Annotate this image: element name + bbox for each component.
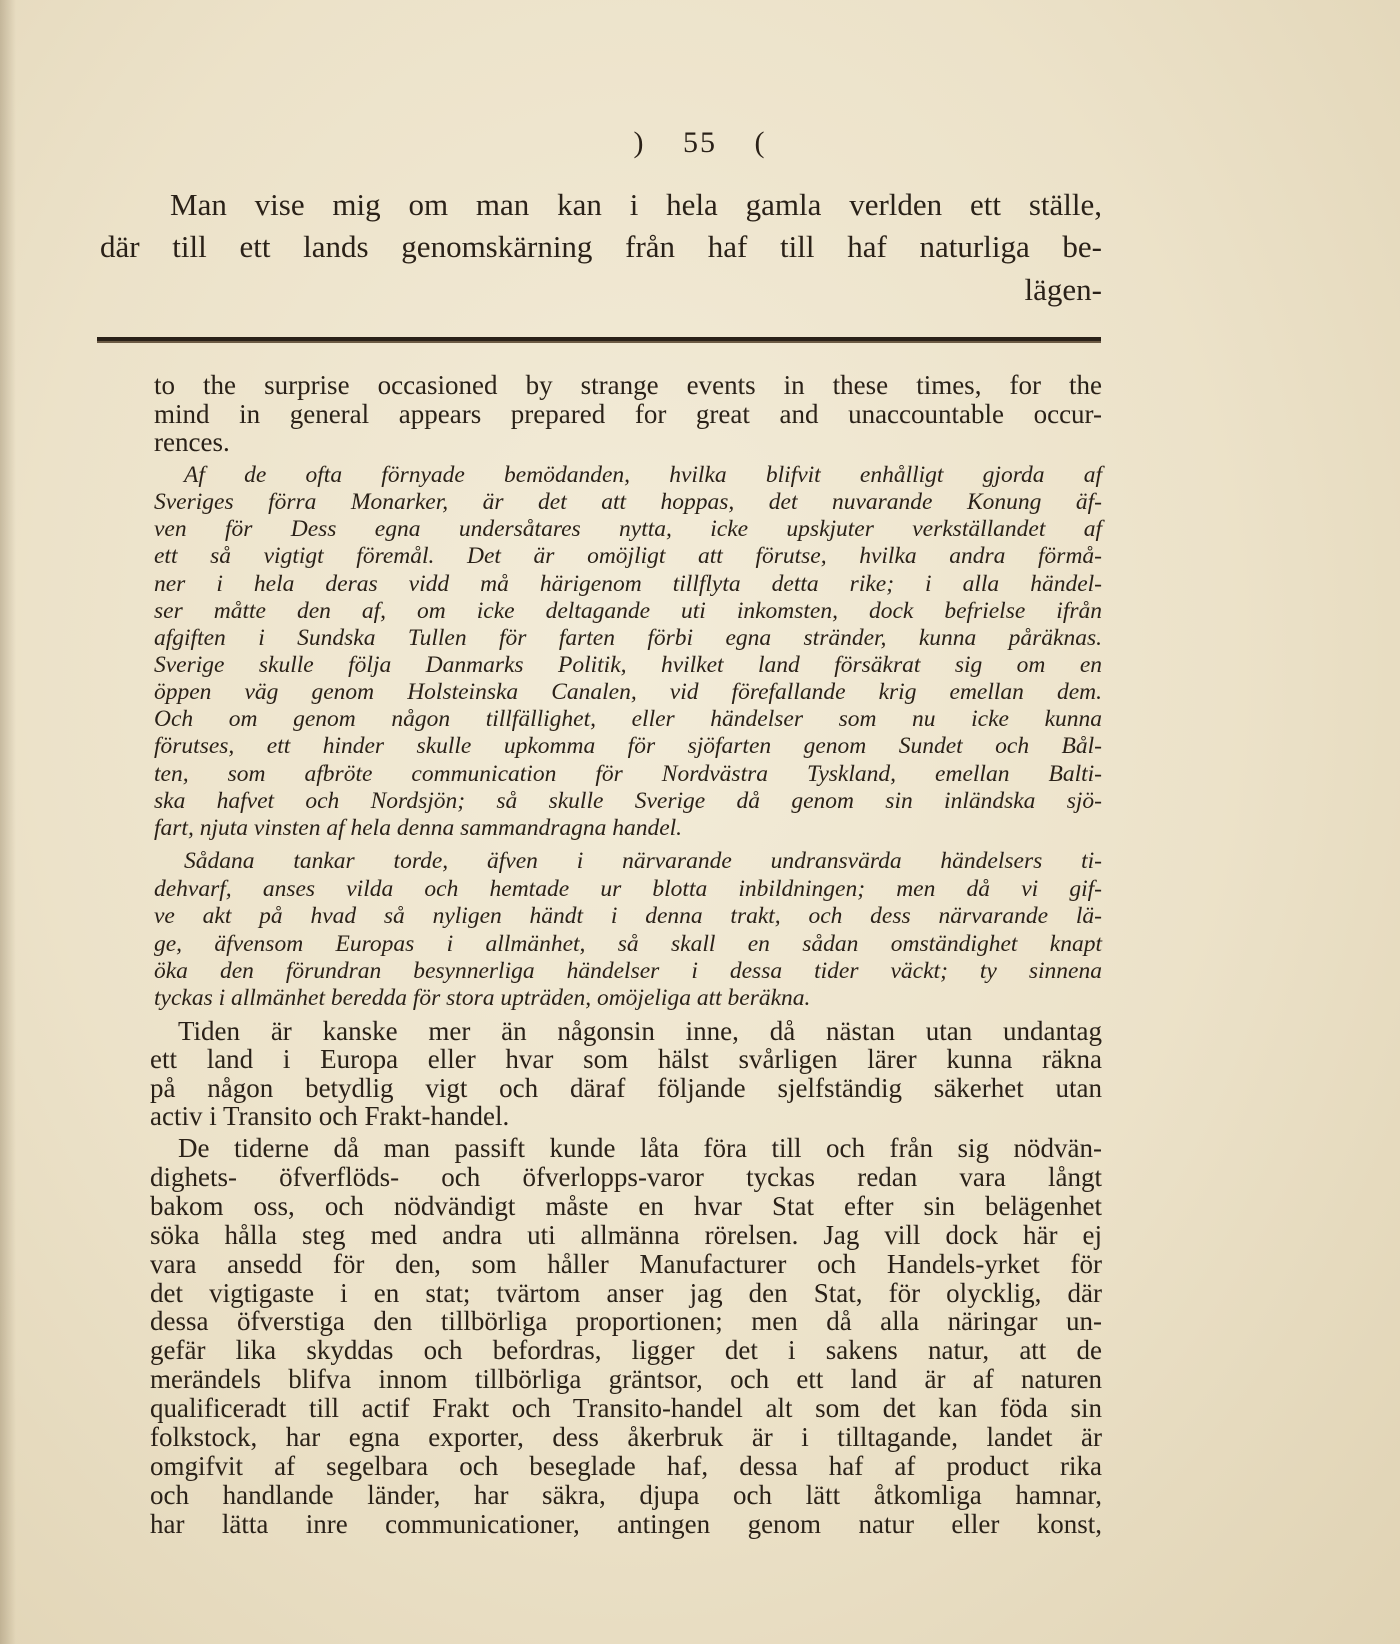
footnote-italic-line: förutses, ett hinder skulle upkomma för sjöfarten genom Sundet och Bål- [154,733,1102,759]
footnote-italic-line: ge, äfvensom Europas i allmänhet, så skall en sådan omständighet knapt [154,931,1102,957]
body-text-line: och handlande länder, har säkra, djupa och lätt åtkomliga hamnar, [150,1480,1102,1510]
page-number: 55 [683,126,717,159]
footnote-italic-line: dehvarf, anses vilda och hemtade ur blotta inbildningen; men då vi gif- [154,876,1102,902]
footnote-italic-line: öppen väg genom Holsteinska Canalen, vid förefallande krig emellan dem. [154,679,1102,705]
header-left-bracket: ) [633,126,646,159]
body-text-line: activ i Transito och Frakt-handel. [150,1101,510,1131]
body-text-line: dighets- öfverflöds- och öfverlopps-varor tyckas redan vara långt [150,1162,1102,1192]
body-text-line: vara ansedd för den, som håller Manufacturer och Handels-yrket för [150,1249,1102,1279]
body-text-line: har lätta inre communicationer, antingen genom natur eller konst, [150,1509,1102,1539]
footnote-italic-line: öka den förundran besynnerliga händelser i dessa tider väckt; ty sinnena [154,958,1102,984]
footnote-italic-line: tyckas i allmänhet beredda för stora upträden, omöjeliga att beräkna. [154,985,811,1011]
footnote-italic-line: ve akt på hvad så nyligen händt i denna trakt, och dess närvarande lä- [154,903,1102,929]
body-text-line: på någon betydlig vigt och däraf följande sjelfständig säkerhet utan [150,1073,1102,1103]
upper-text-line: där till ett lands genomskärning från haf till haf naturliga be- [100,229,1102,264]
footnote-italic-line: Sådana tankar torde, äfven i närvarande undransvärda händelsers ti- [184,848,1102,874]
footnote-italic-line: Af de ofta förnyade bemödanden, hvilka blifvit enhålligt gjorda af [184,462,1102,488]
footnote-italic-line: ska hafvet och Nordsjön; så skulle Sverige då genom sin inländska sjö- [154,788,1102,814]
footnote-english-line: rences. [154,427,230,457]
footnote-divider-rule [97,337,1101,341]
footnote-italic-line: ner i hela deras vidd må härigenom tillflyta detta rike; i alla händel- [154,571,1102,597]
footnote-italic-line: afgiften i Sundska Tullen för farten förbi egna stränder, kunna påräknas. [154,625,1102,651]
upper-text-line: Man vise mig om man kan i hela gamla verlden ett ställe, [170,187,1102,222]
body-text-line: bakom oss, och nödvändigt måste en hvar Stat efter sin belägenhet [150,1191,1102,1221]
footnote-italic-line: Sveriges förra Monarker, är det att hoppas, det nuvarande Konung äf- [154,489,1102,515]
footnote-english-line: mind in general appears prepared for great and unaccountable occur- [154,399,1102,429]
page-header [0,126,1400,160]
body-text-line: det vigtigaste i en stat; tvärtom anser jag den Stat, för olycklig, där [150,1278,1102,1308]
footnote-english-line: to the surprise occasioned by strange events in these times, for the [154,370,1102,400]
upper-text-catchword: lägen- [1024,272,1102,307]
body-text-line: Tiden är kanske mer än någonsin inne, då nästan utan undantag [178,1016,1102,1046]
body-text-line: merändels blifva innom tillbörliga gräntsor, och ett land är af naturen [150,1364,1102,1394]
body-text-line: omgifvit af segelbara och beseglade haf, dessa haf af product rika [150,1451,1102,1481]
footnote-italic-line: ett så vigtigt föremål. Det är omöjligt att förutse, hvilka andra förmå- [154,543,1102,569]
body-text-line: ett land i Europa eller hvar som hälst svårligen lärer kunna räkna [150,1044,1102,1074]
footnote-italic-line: ser måtte den af, om icke deltagande uti inkomsten, dock befrielse ifrån [154,598,1102,624]
body-text-line: De tiderne då man passift kunde låta föra till och från sig nödvän- [178,1133,1102,1163]
body-text-line: gefär lika skyddas och befordras, ligger det i sakens natur, att de [150,1335,1102,1365]
footnote-italic-line: fart, njuta vinsten af hela denna sammandragna handel. [154,815,683,841]
body-text-line: dessa öfverstiga den tillbörliga proportionen; men då alla näringar un- [150,1306,1102,1336]
body-text-line: qualificeradt till actif Frakt och Transito-handel alt som det kan föda sin [150,1393,1102,1423]
footnote-italic-line: ven för Dess egna undersåtares nytta, icke upskjuter verkställandet af [154,516,1102,542]
body-text-line: folkstock, har egna exporter, dess åkerbruk är i tilltagande, landet är [150,1422,1102,1452]
footnote-italic-line: Sverige skulle följa Danmarks Politik, hvilket land försäkrat sig om en [154,652,1102,678]
footnote-italic-line: Och om genom någon tillfällighet, eller händelser som nu icke kunna [154,706,1102,732]
body-text-line: söka hålla steg med andra uti allmänna rörelsen. Jag vill dock här ej [150,1220,1102,1250]
footnote-italic-line: ten, som afbröte communication för Nordvästra Tyskland, emellan Balti- [154,761,1102,787]
page-gutter-shadow [0,0,16,1644]
header-right-bracket: ( [754,126,767,159]
